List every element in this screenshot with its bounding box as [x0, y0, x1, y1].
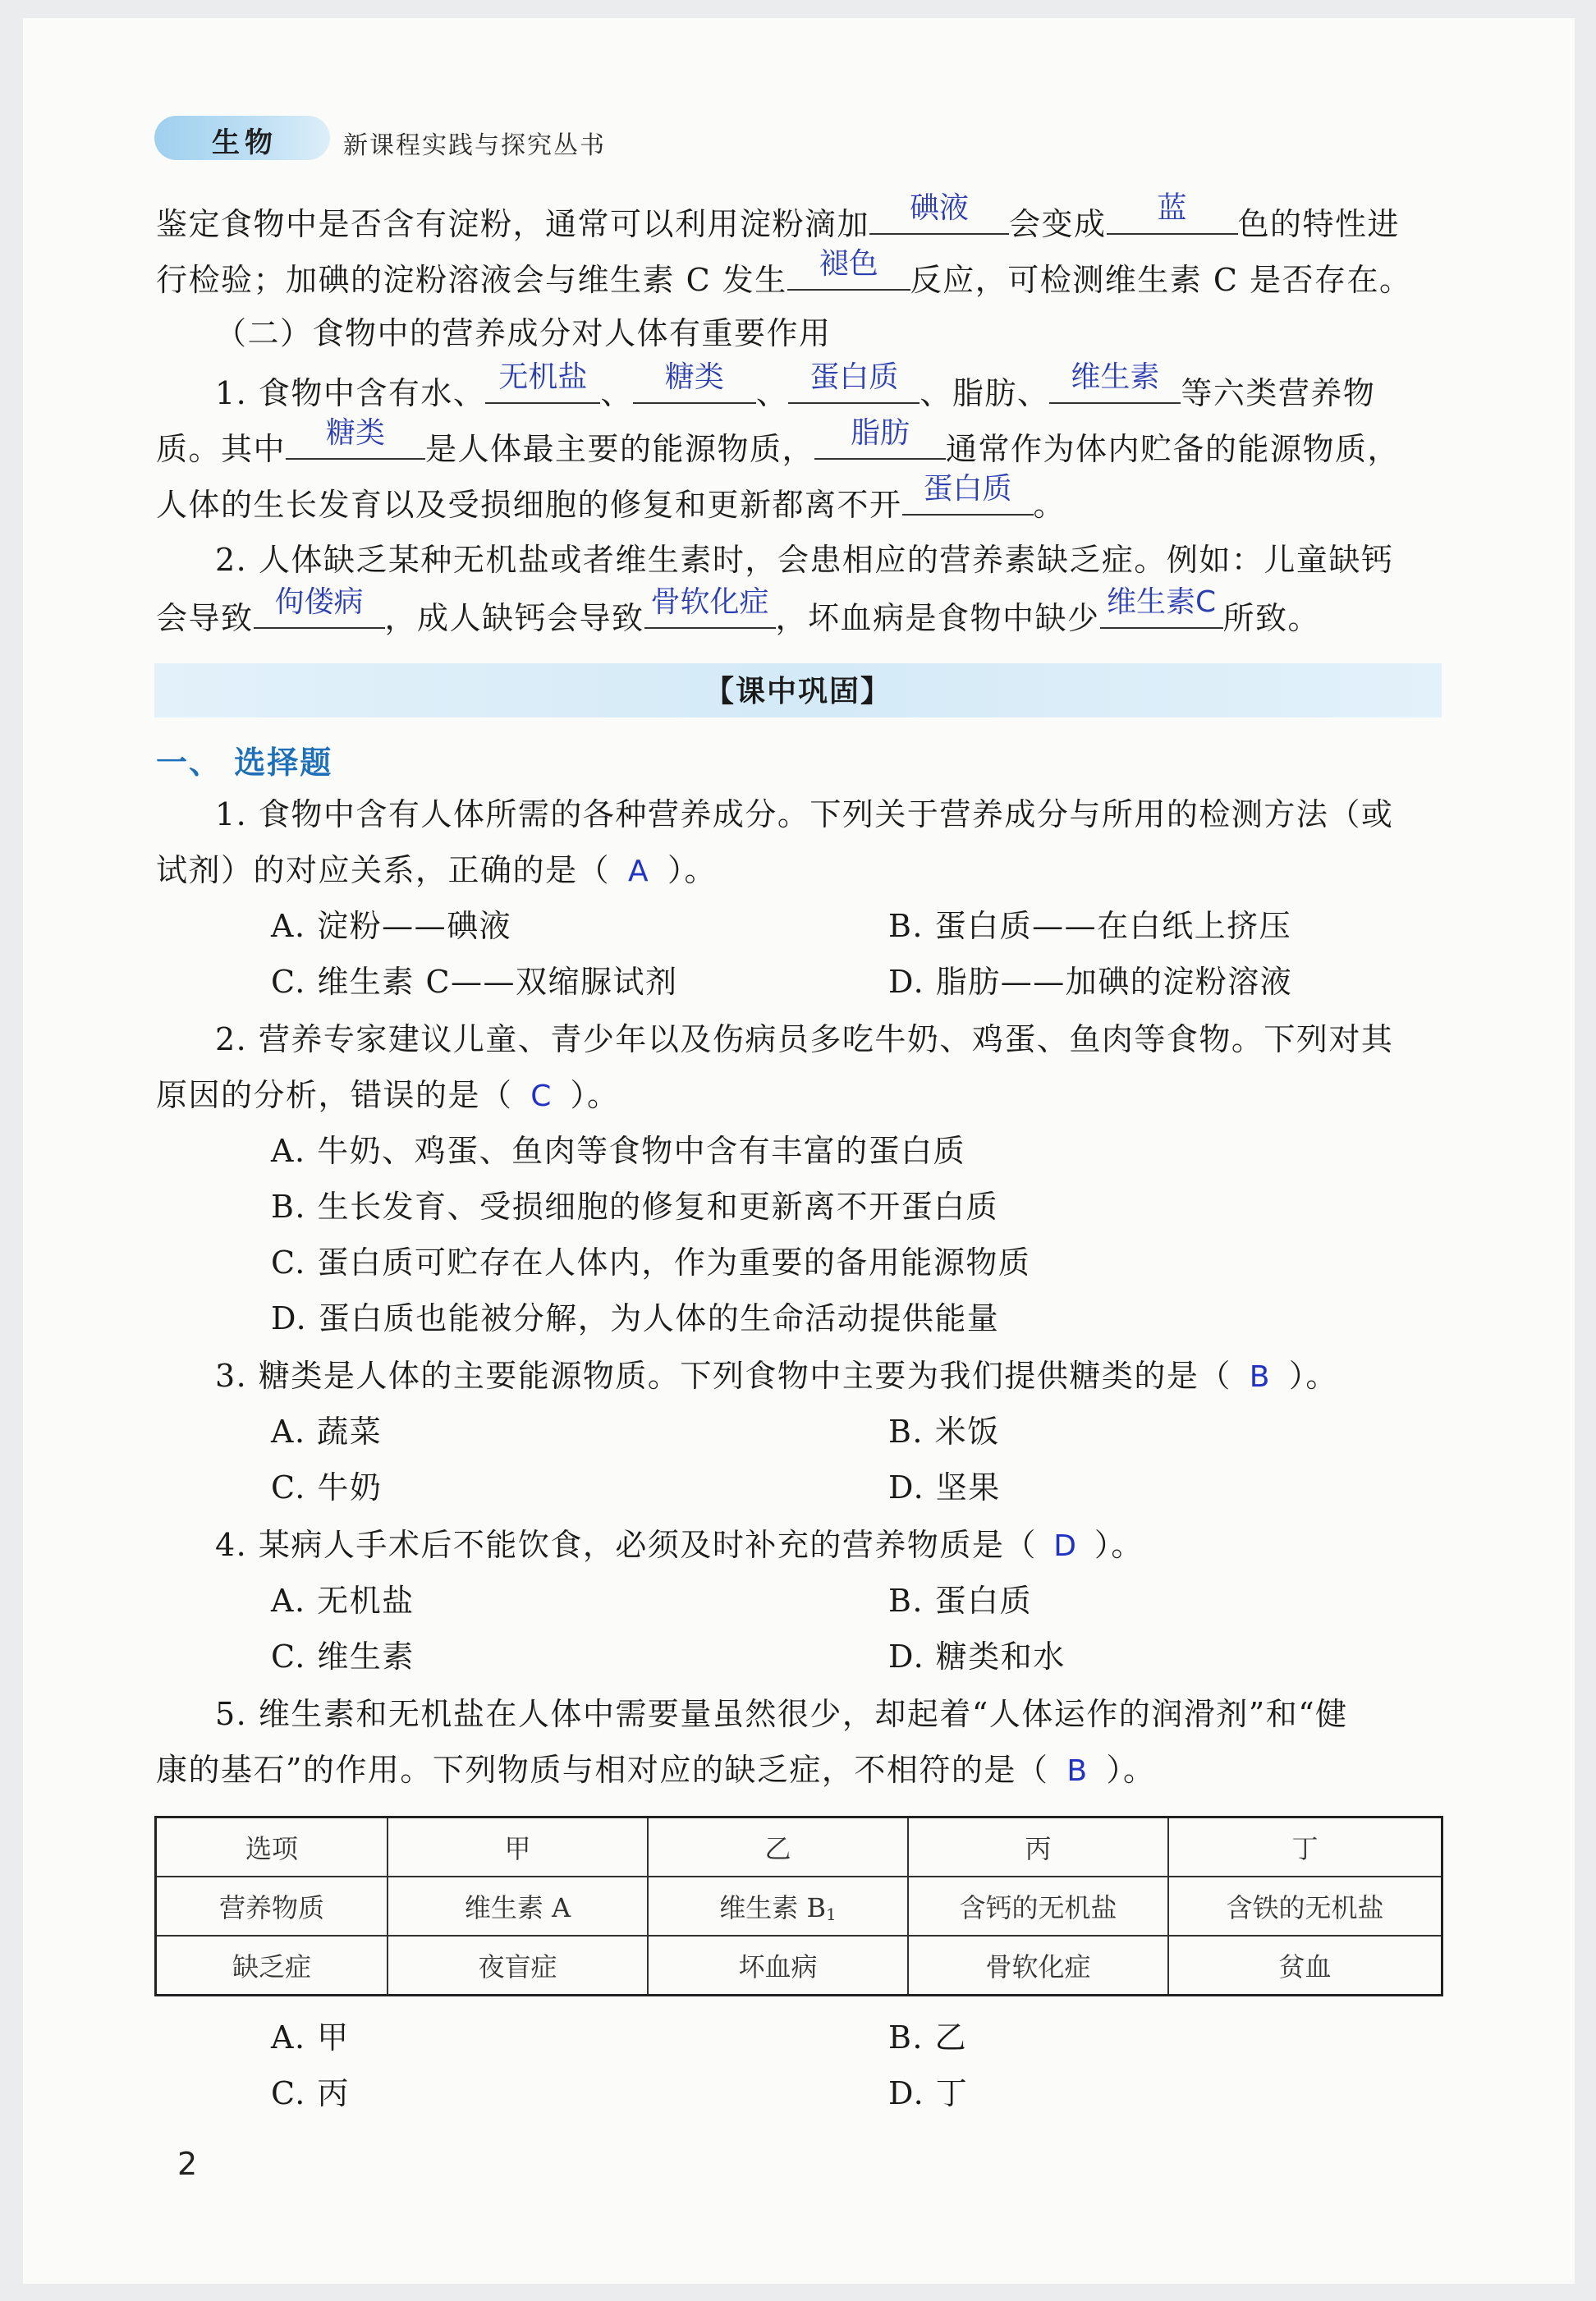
q3-answer: B [1249, 1360, 1271, 1394]
q4-option-a: A. 无机盐 [271, 1583, 415, 1619]
table-row [156, 1817, 1442, 1877]
q1-option-d: D. 脂肪——加碘的淀粉溶液 [888, 964, 1293, 1000]
q2-stem-line-1: 2. 营养专家建议儿童、青少年以及伤病员多吃牛奶、鸡蛋、鱼肉等食物。下列对其 [215, 1021, 1394, 1057]
table-cell: 贫血 [1168, 1936, 1442, 1996]
q5-stem-line-1: 5. 维生素和无机盐在人体中需要量虽然很少，却起着“人体运作的润滑剂”和“健 [215, 1696, 1348, 1732]
answer-blank: 蛋白质 [902, 481, 1034, 516]
subsection-title: （二）食物中的营养成分对人体有重要作用 [215, 315, 832, 351]
q3-stem: 3. 糖类是人体的主要能源物质。下列食物中主要为我们提供糖类的是（ B ）。 [215, 1354, 1338, 1399]
answer-blank: 糖类 [286, 425, 425, 460]
q2-option-c: C. 蛋白质可贮存在人体内，作为重要的备用能源物质 [271, 1244, 1031, 1281]
answer-blank: 无机盐 [485, 369, 600, 404]
q1-stem-line-1: 1. 食物中含有人体所需的各种营养成分。下列关于营养成分与所用的检测方法（或 [215, 796, 1394, 832]
answer-blank: 佝偻病 [254, 594, 385, 629]
intro-line-7: 2. 人体缺乏某种无机盐或者维生素时，会患相应的营养素缺乏症。例如：儿童缺钙 [215, 542, 1394, 578]
q3-option-b: B. 米饭 [888, 1414, 1000, 1450]
q1-option-b: B. 蛋白质——在白纸上挤压 [888, 908, 1292, 944]
table-cell: 坏血病 [648, 1936, 908, 1996]
answer-blank: 蓝 [1107, 200, 1238, 235]
table-cell: 丁 [1168, 1817, 1442, 1877]
intro-line-8: 会导致 佝偻病 ，成人缺钙会导致 骨软化症 ，坏血病是食物中缺少 维生素C 所致。 [156, 585, 1321, 636]
intro-line-2: 行检验；加碘的淀粉溶液会与维生素 C 发生 褪色 反应，可检测维生素 C 是否存在。 [156, 247, 1412, 298]
table-cell: 骨软化症 [908, 1936, 1168, 1996]
table-row [156, 1936, 1442, 1996]
subject-label: 生物 [212, 126, 277, 159]
answer-blank: 蛋白质 [788, 369, 920, 404]
answer-blank: 维生素 [1049, 369, 1181, 404]
q5-option-c: C. 丙 [271, 2075, 350, 2111]
answer-blank: 脂肪 [814, 425, 946, 460]
q1-option-c: C. 维生素 C——双缩脲试剂 [271, 964, 678, 1000]
answer-blank: 碘液 [869, 200, 1009, 235]
table-cell: 含钙的无机盐 [908, 1877, 1168, 1936]
q4-option-b: B. 蛋白质 [888, 1583, 1033, 1619]
page-number: 2 [177, 2146, 198, 2182]
answer-blank: 褪色 [787, 256, 910, 291]
q5-option-a: A. 甲 [271, 2019, 350, 2056]
answer-blank: 维生素C [1100, 594, 1223, 629]
q4-stem: 4. 某病人手术后不能饮食，必须及时补充的营养物质是（ D ）。 [215, 1524, 1144, 1568]
intro-line-1: 鉴定食物中是否含有淀粉，通常可以利用淀粉滴加 碘液 会变成 蓝 色的特性进 [156, 191, 1401, 242]
table-cell: 甲 [388, 1817, 648, 1877]
table-cell: 维生素 $B_1$ [648, 1877, 908, 1936]
q1-answer: A [627, 855, 650, 888]
table-cell: 乙 [648, 1817, 908, 1877]
q5-answer: B [1066, 1754, 1089, 1788]
table-cell: 选项 [156, 1817, 388, 1877]
q1-stem-line-2: 试剂）的对应关系，正确的是（ A ）。 [156, 849, 717, 893]
q2-option-d: D. 蛋白质也能被分解，为人体的生命活动提供能量 [271, 1300, 1000, 1336]
table-cell: 维生素 A [388, 1877, 648, 1936]
q5-option-d: D. 丁 [888, 2075, 969, 2111]
series-title: 新课程实践与探究丛书 [343, 131, 606, 160]
question-type-heading: 一、 选择题 [156, 745, 333, 781]
table-cell: 丙 [908, 1817, 1168, 1877]
section-title: 【课中巩固】 [704, 675, 892, 708]
intro-line-6: 人体的生长发育以及受损细胞的修复和更新都离不开 蛋白质 。 [156, 472, 1066, 523]
intro-line-4: 1. 食物中含有水、 无机盐 、 糖类 、 蛋白质 、脂肪、 维生素 等六类营养物 [215, 360, 1376, 411]
table-row [156, 1877, 1442, 1936]
q2-stem-line-2: 原因的分析，错误的是（ C ）。 [156, 1074, 620, 1118]
nutrient-deficiency-table [154, 1816, 1443, 1996]
q4-option-c: C. 维生素 [271, 1639, 415, 1675]
table-cell: 缺乏症 [156, 1936, 388, 1996]
q3-option-c: C. 牛奶 [271, 1469, 383, 1506]
table-cell: 夜盲症 [388, 1936, 648, 1996]
table-cell: 营养物质 [156, 1877, 388, 1936]
q2-option-a: A. 牛奶、鸡蛋、鱼肉等食物中含有丰富的蛋白质 [271, 1133, 966, 1169]
q2-option-b: B. 生长发育、受损细胞的修复和更新离不开蛋白质 [271, 1189, 999, 1225]
answer-blank: 骨软化症 [644, 594, 776, 629]
q3-option-d: D. 坚果 [888, 1469, 1001, 1506]
table-cell: 含铁的无机盐 [1168, 1877, 1442, 1936]
intro-line-5: 质。其中 糖类 是人体最主要的能源物质， 脂肪 通常作为体内贮备的能源物质， [156, 416, 1401, 467]
q5-option-b: B. 乙 [888, 2019, 968, 2056]
q5-stem-line-2: 康的基石”的作用。下列物质与相对应的缺乏症，不相符的是（ B ）。 [156, 1749, 1155, 1793]
q4-answer: D [1053, 1529, 1078, 1563]
q3-option-a: A. 蔬菜 [271, 1414, 383, 1450]
q4-option-d: D. 糖类和水 [888, 1639, 1066, 1675]
answer-blank: 糖类 [633, 369, 756, 404]
q2-answer: C [530, 1079, 553, 1113]
q1-option-a: A. 淀粉——碘液 [271, 908, 512, 944]
